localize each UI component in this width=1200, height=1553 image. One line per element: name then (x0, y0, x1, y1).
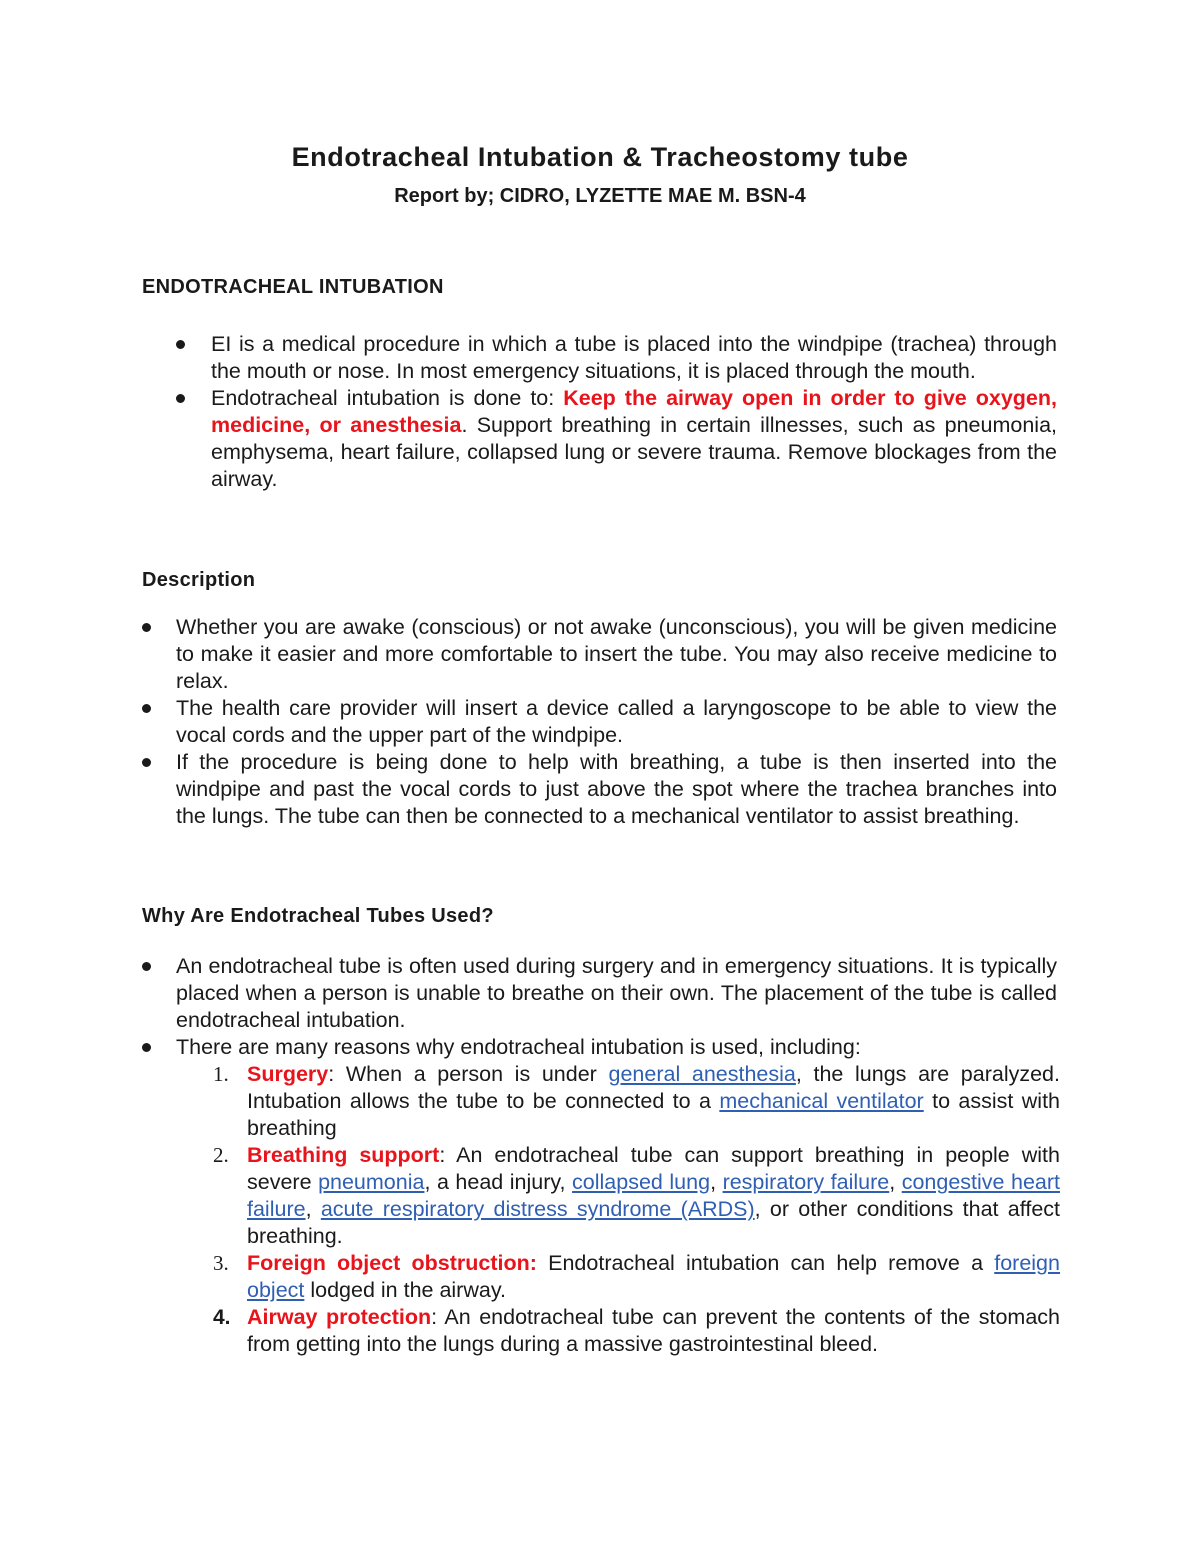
list-item: An endotracheal tube is often used during surgery and in emergency situations. It is typically placed when a person is unable to breathe on their own. The placement of the tube is called endotracheal intubation. (176, 953, 1057, 1034)
list-item: The health care provider will insert a device called a laryngoscope to be able to view the vocal cords and the upper part of the windpipe. (176, 695, 1057, 749)
bullet-icon (142, 758, 151, 767)
document-subtitle: Report by; CIDRO, LYZETTE MAE M. BSN-4 (394, 185, 806, 207)
list-item: EI is a medical procedure in which a tube is placed into the windpipe (trachea) through the mouth or nose. In most emergency situations, it is placed through the mouth. (211, 331, 1057, 385)
bullet-icon (176, 394, 185, 403)
section3-bullets (176, 953, 1057, 1061)
list-item: There are many reasons why endotracheal intubation is used, including: (176, 1034, 1057, 1061)
bullet-icon (142, 623, 151, 632)
document-title: Endotracheal Intubation & Tracheostomy tube (291, 142, 909, 172)
numbered-item-airway-protection: 4. Airway protection: An endotracheal tube can prevent the contents of the stomach from getting into the lungs during a massive gastrointestinal bleed. (213, 1305, 1060, 1356)
bullet-icon (142, 962, 151, 971)
link-pneumonia[interactable]: pneumonia (318, 1170, 425, 1194)
link-collapsed-lung[interactable]: collapsed lung (572, 1170, 711, 1194)
link-mechanical-ventilator[interactable]: mechanical ventilator (719, 1089, 924, 1113)
bullet-icon (142, 1043, 151, 1052)
section1-bullets (211, 331, 1057, 493)
numbered-item-surgery: 1. Surgery: When a person is under general anesthesia, the lungs are paralyzed. Intubation allows the tube to be connected to a mechanical ventilator to assist with breathing (213, 1062, 1060, 1140)
link-ards[interactable]: acute respiratory distress syndrome (ARDS) (320, 1197, 755, 1221)
link-general-anesthesia[interactable]: general anesthesia (608, 1062, 796, 1086)
section-heading-endotracheal-intubation: ENDOTRACHEAL INTUBATION (142, 276, 444, 298)
numbered-item-foreign-object: 3. Foreign object obstruction: Endotracheal intubation can help remove a foreign object lodged in the airway. (213, 1251, 1060, 1302)
section-heading-why-used: Why Are Endotracheal Tubes Used? (142, 905, 494, 927)
link-congestive-heart-failure[interactable]: congestive heart failure (247, 1170, 1061, 1221)
numbered-item-breathing-support: 2. Breathing support: An endotracheal tube can support breathing in people with severe pneumonia, a head injury, collapsed lung, respiratory failure, congestive heart failure, acute respiratory distress syndrome (ARDS), or other conditions that affect breathing. (213, 1143, 1061, 1248)
section-heading-description: Description (142, 569, 256, 591)
reasons-numbered-list (213, 1061, 1061, 1358)
list-item: If the procedure is being done to help with breathing, a tube is then inserted into the windpipe and past the vocal cords to just above the spot where the trachea branches into the lungs. The tube can then be connected to a mechanical ventilator to assist breathing. (176, 749, 1057, 830)
section2-bullets (176, 614, 1057, 830)
bullet-icon (176, 340, 185, 349)
link-respiratory-failure[interactable]: respiratory failure (722, 1170, 890, 1194)
link-foreign-object[interactable]: foreign object (247, 1251, 1060, 1302)
bullet-icon (142, 704, 151, 713)
list-item: Endotracheal intubation is done to: Keep the airway open in order to give oxygen, medicine, or anesthesia. Support breathing in certain illnesses, such as pneumonia, emphysema, heart failure, collapsed lung or severe trauma. Remove blockages from the airway. (211, 385, 1057, 493)
list-item: Whether you are awake (conscious) or not awake (unconscious), you will be given medicine to make it easier and more comfortable to insert the tube. You may also receive medicine to relax. (176, 614, 1057, 695)
